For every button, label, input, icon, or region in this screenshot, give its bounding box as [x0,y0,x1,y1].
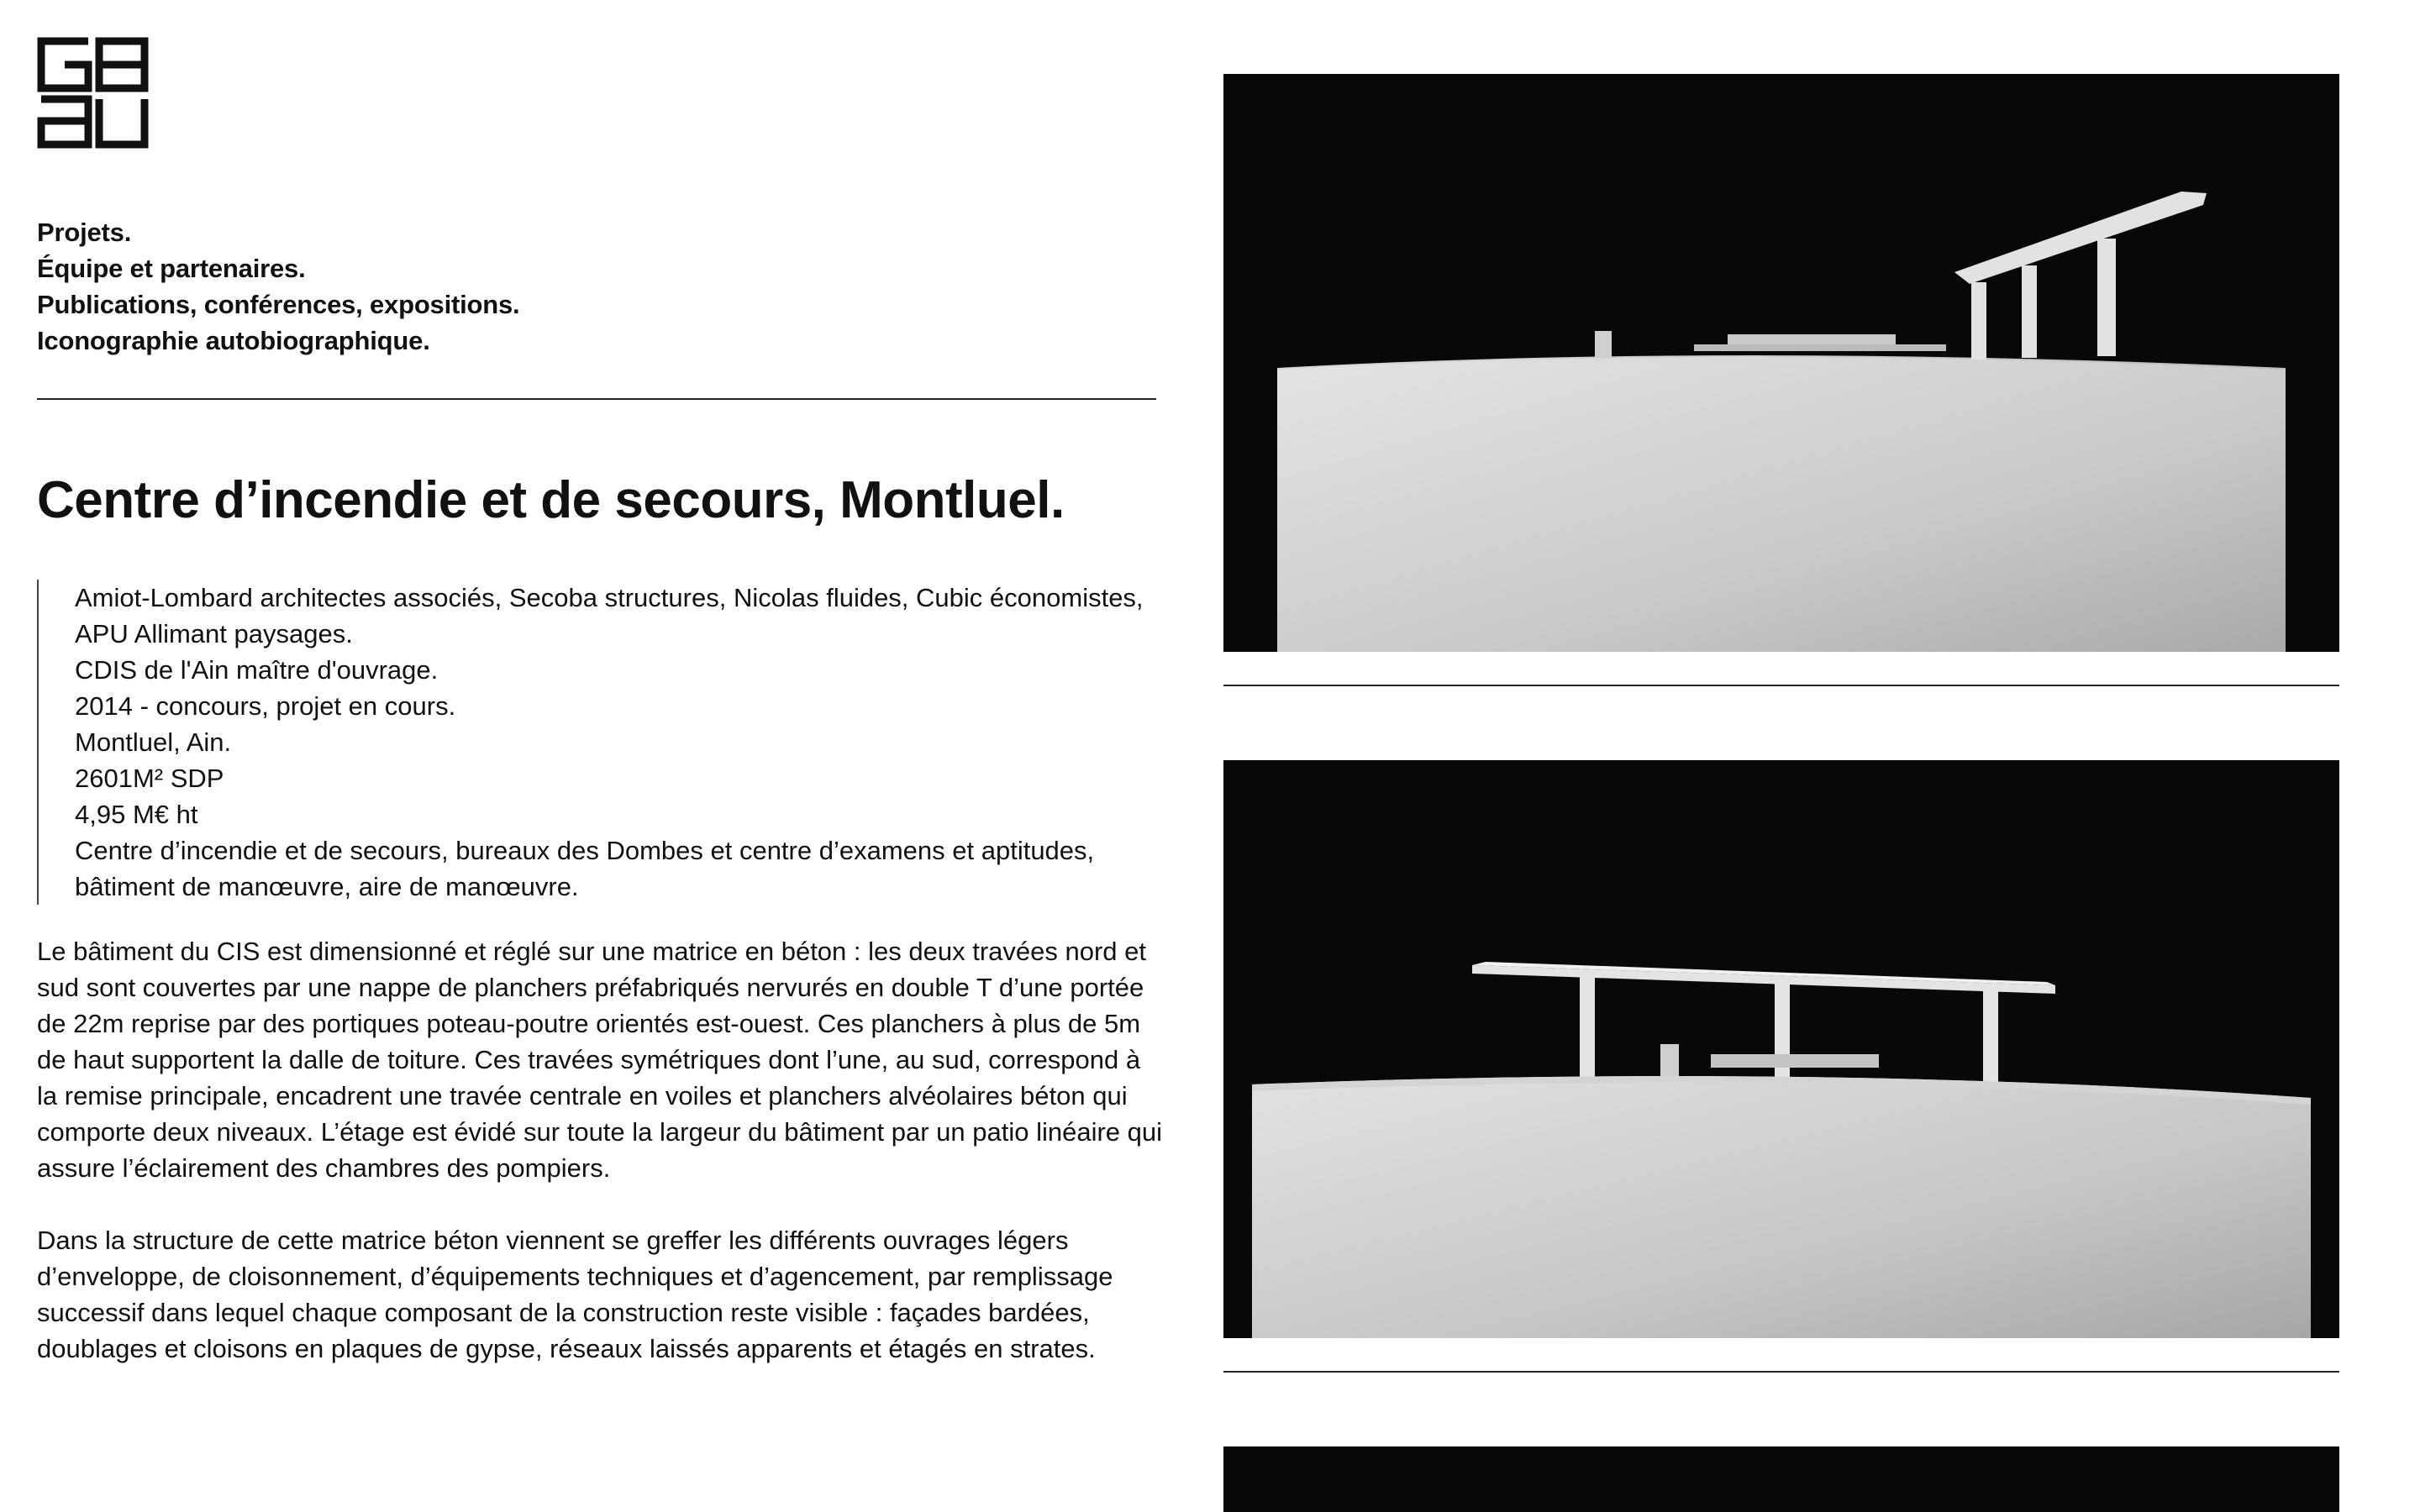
gallery-divider-1 [1223,685,2339,686]
meta-team: Amiot-Lombard architectes associés, Secoba structures, Nicolas fluides, Cubic économistes, APU Allimant paysages. [75,583,1144,648]
project-meta [37,580,1159,905]
gbau-logo-icon[interactable] [37,37,149,149]
nav-item-iconographie[interactable]: Iconographie autobiographique. [37,326,430,355]
model-photo-1-render [1223,74,2339,652]
logo-mark [37,37,149,149]
meta-program: Centre d’incendie et de secours, bureaux des Dombes et centre d’examens et aptitudes, bâtiment de manœuvre, aire de manœuvre. [75,836,1095,901]
model-photo-3[interactable] [1223,1446,2339,1512]
nav-item-equipe[interactable]: Équipe et partenaires. [37,254,306,283]
meta-date: 2014 - concours, projet en cours. [75,691,456,721]
main-nav [37,214,519,359]
meta-cost: 4,95 M€ ht [75,800,198,829]
gallery-divider-2 [1223,1371,2339,1373]
nav-divider [37,398,1156,400]
nav-item-projets[interactable]: Projets. [37,218,132,247]
nav-item-publications[interactable]: Publications, conférences, expositions. [37,290,520,319]
description-paragraph-2: Dans la structure de cette matrice béton viennent se greffer les différents ouvrages légers d’enveloppe, de cloisonnement, d’équipements techniques et d’agencement, par remplissage successif dans lequel chaque composant de la construction reste visible : façades bardées, doublages et cloisons en plaques de gypse, réseaux laissés apparents et étagés en strates. [37,1226,1113,1363]
model-photo-2[interactable] [1223,760,2339,1338]
model-photo-2-render [1223,760,2339,1338]
model-photo-1[interactable] [1223,74,2339,652]
description-paragraph-1: Le bâtiment du CIS est dimensionné et réglé sur une matrice en béton : les deux travées nord et sud sont couvertes par une nappe de planchers préfabriqués nervurés en double T d’une portée de 22m reprise par des portiques poteau-poutre orientés est-ouest. Ces planchers à plus de 5m de haut supportent la dalle de toiture. Ces travées symétriques dont l’une, au sud, correspond à la remise principale, encadrent une travée centrale en voiles et planchers alvéolaires béton qui comporte deux niveaux. L’étage est évidé sur toute la largeur du bâtiment par un patio linéaire qui assure l’éclairement des chambres des pompiers. [37,937,1163,1183]
meta-client: CDIS de l'Ain maître d'ouvrage. [75,655,439,685]
meta-location: Montluel, Ain. [75,727,232,757]
page-title: Centre d’incendie et de secours, Montluel. [37,471,1065,529]
meta-area: 2601M² SDP [75,764,224,793]
